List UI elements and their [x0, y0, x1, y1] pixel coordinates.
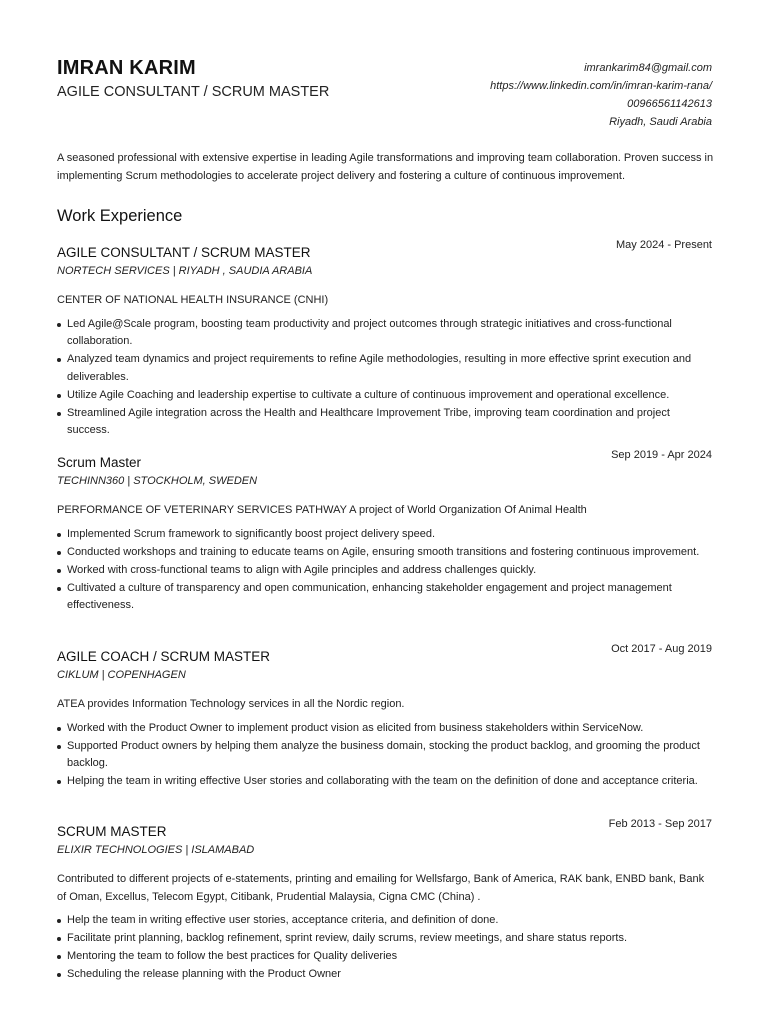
job-title: AGILE CONSULTANT / SCRUM MASTER	[57, 245, 311, 260]
phone-number: 00966561142613	[627, 98, 712, 110]
job-entry	[57, 449, 712, 615]
linkedin-link[interactable]: https://www.linkedin.com/in/imran-karim-rana/	[490, 80, 712, 92]
bullet-item: Facilitate print planning, backlog refinement, sprint review, daily scrums, review meetings, and share status reports.	[57, 930, 712, 948]
bullet-item: Supported Product owners by helping them analyze the business domain, stocking the product backlog, and grooming the product backlog.	[57, 738, 712, 773]
bullet-item: Analyzed team dynamics and project requirements to refine Agile methodologies, resulting in more effective sprint execution and deliverables.	[57, 351, 712, 386]
job-header	[57, 818, 712, 841]
bullet-item: Streamlined Agile integration across the Health and Healthcare Improvement Tribe, improving team coordination and project success.	[57, 405, 712, 440]
bullet-item: Implemented Scrum framework to significantly boost project delivery speed.	[57, 526, 712, 544]
job-project: CENTER OF NATIONAL HEALTH INSURANCE (CNHI)	[57, 294, 329, 306]
email-link[interactable]: imrankarim84@gmail.com	[584, 62, 712, 74]
job-entry	[57, 239, 712, 440]
job-entry	[57, 818, 712, 984]
bullet-item: Worked with cross-functional teams to align with Agile principles and address challenges quickly.	[57, 562, 712, 580]
professional-summary: A seasoned professional with extensive expertise in leading Agile transformations and improving team collaboration. Proven success in implementing Scrum methodologies to accelerate project delivery and fostering a culture of continuous improvement.	[57, 152, 714, 182]
bullet-item: Scheduling the release planning with the Product Owner	[57, 966, 712, 984]
job-project: ATEA provides Information Technology services in all the Nordic region.	[57, 698, 405, 710]
section-heading-work-experience: Work Experience	[57, 207, 183, 225]
job-title: AGILE COACH / SCRUM MASTER	[57, 649, 271, 664]
bullet-item: Conducted workshops and training to educate teams on Agile, ensuring smooth transitions and fostering continuous improvement.	[57, 544, 712, 562]
job-title: SCRUM MASTER	[57, 824, 167, 839]
bullet-item: Help the team in writing effective user stories, acceptance criteria, and definition of done.	[57, 912, 712, 930]
job-date: Feb 2013 - Sep 2017	[608, 818, 712, 830]
job-title: Scrum Master	[57, 455, 142, 470]
job-project: PERFORMANCE OF VETERINARY SERVICES PATHWAY A project of World Organization Of Animal Health	[57, 504, 587, 516]
location: Riyadh, Saudi Arabia	[609, 116, 712, 128]
job-bullets	[57, 526, 712, 615]
job-bullets	[57, 912, 712, 984]
bullet-item: Utilize Agile Coaching and leadership expertise to cultivate a culture of continuous improvement and operational excellence.	[57, 387, 712, 405]
bullet-item: Cultivated a culture of transparency and open communication, enhancing stakeholder engagement and project management effectiveness.	[57, 580, 712, 615]
job-header	[57, 643, 712, 666]
job-project: Contributed to different projects of e-statements, printing and emailing for Wellsfargo, Bank of America, RAK bank, ENBD bank, Bank of Oman, Excellus, Telecom Egypt, Citibank, Prudential Malaysia, Cigna CMC (China) .	[57, 873, 705, 903]
job-bullets	[57, 316, 712, 440]
bullet-item: Worked with the Product Owner to implement product vision as elicited from business stakeholders within ServiceNow.	[57, 720, 712, 738]
job-entry	[57, 643, 712, 791]
contact-block	[490, 59, 712, 131]
resume-header	[57, 55, 712, 128]
candidate-title: AGILE CONSULTANT / SCRUM MASTER	[57, 84, 330, 100]
bullet-item: Led Agile@Scale program, boosting team productivity and project outcomes through strategic initiatives and cross-functional collaboration.	[57, 316, 712, 351]
job-header	[57, 239, 712, 262]
job-company: CIKLUM | COPENHAGEN	[57, 669, 186, 681]
candidate-name: IMRAN KARIM	[57, 57, 196, 79]
job-bullets	[57, 720, 712, 791]
bullet-item: Helping the team in writing effective User stories and collaborating with the team on the definition of done and acceptance criteria.	[57, 773, 712, 791]
job-date: May 2024 - Present	[616, 239, 712, 251]
job-date: Sep 2019 - Apr 2024	[611, 449, 712, 461]
job-header	[57, 449, 712, 472]
job-company: ELIXIR TECHNOLOGIES | ISLAMABAD	[57, 844, 255, 856]
job-company: TECHINN360 | STOCKHOLM, SWEDEN	[57, 475, 258, 487]
job-company: NORTECH SERVICES | RIYADH , SAUDIA ARABIA	[57, 265, 313, 277]
bullet-item: Mentoring the team to follow the best practices for Quality deliveries	[57, 948, 712, 966]
job-date: Oct 2017 - Aug 2019	[611, 643, 712, 655]
